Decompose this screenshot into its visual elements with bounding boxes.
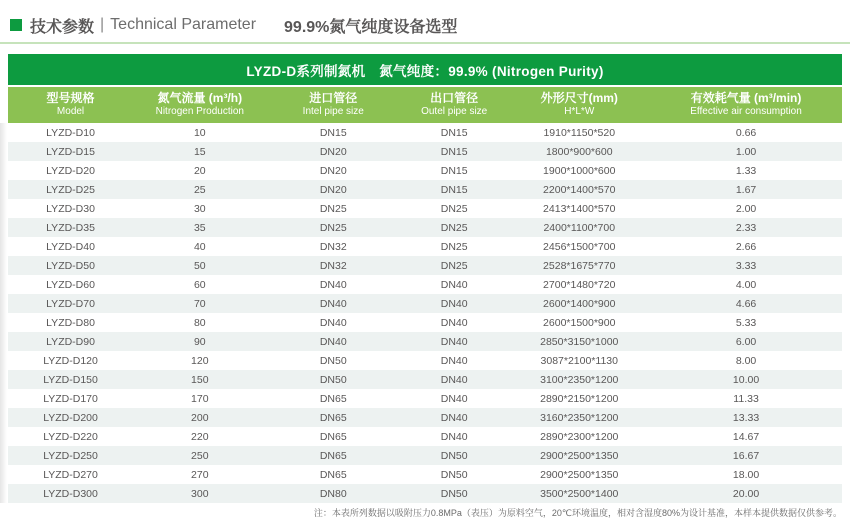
column-header-en: H*L*W [564, 106, 595, 118]
table-cell: LYZD-D60 [46, 278, 95, 291]
table-cell: 40 [193, 240, 206, 253]
column-header-zh: 有效耗气量 (m³/min) [690, 91, 802, 106]
table-cell: LYZD-D25 [46, 183, 95, 196]
table-cell: 2890*2300*1200 [540, 430, 619, 443]
table-cell: DN40 [440, 373, 468, 386]
table-row [8, 199, 842, 218]
table-cell: LYZD-D150 [43, 373, 98, 386]
table-body [8, 123, 842, 503]
table-cell: DN40 [319, 335, 347, 348]
section-bullet-icon [10, 19, 22, 31]
table-cell: 1800*900*600 [545, 145, 613, 158]
table-cell: DN20 [319, 183, 347, 196]
table-cell: DN50 [319, 373, 347, 386]
table-cell: 170 [191, 392, 209, 405]
table-cell: DN50 [319, 354, 347, 367]
table-cell: DN20 [319, 145, 347, 158]
table-cell: 60 [193, 278, 206, 291]
table-cell: 16.67 [732, 449, 760, 462]
table-cell: DN65 [319, 468, 347, 481]
table-cell: LYZD-D120 [43, 354, 98, 367]
table-row [8, 408, 842, 427]
table-row [8, 427, 842, 446]
table-cell: DN15 [440, 183, 468, 196]
table-cell: 3.33 [735, 259, 757, 272]
series-banner [8, 54, 842, 85]
column-header-en: Effective air consumption [690, 106, 802, 118]
section-title-highlight: 99.9%氮气纯度设备选型 [284, 18, 458, 36]
table-cell: LYZD-D35 [46, 221, 95, 234]
table-cell: 2600*1400*900 [543, 297, 616, 310]
column-header-zh: 进口管径 [309, 91, 358, 106]
table-cell: 18.00 [732, 468, 760, 481]
table-cell: DN15 [440, 126, 468, 139]
table-cell: 2.66 [735, 240, 757, 253]
table-cell: 3160*2350*1200 [540, 411, 619, 424]
table-cell: DN80 [319, 487, 347, 500]
table-row [8, 237, 842, 256]
table-cell: 14.67 [732, 430, 760, 443]
column-header-en: Nitrogen Production [155, 106, 244, 118]
table-cell: LYZD-D40 [46, 240, 95, 253]
section-title [0, 0, 850, 36]
table-cell: 20 [193, 164, 206, 177]
column-header-en: Intel pipe size [302, 106, 364, 118]
table-cell: 50 [193, 259, 206, 272]
table-row [8, 446, 842, 465]
table-cell: 90 [193, 335, 206, 348]
table-cell: DN50 [440, 487, 468, 500]
table-row [8, 484, 842, 503]
table-cell: 300 [191, 487, 209, 500]
table-cell: LYZD-D50 [46, 259, 95, 272]
table-cell: 250 [191, 449, 209, 462]
table-cell: DN40 [440, 354, 468, 367]
table-row [8, 123, 842, 142]
table-cell: 120 [191, 354, 209, 367]
table-cell: 3087*2100*1130 [540, 354, 618, 367]
table-cell: DN65 [319, 411, 347, 424]
table-cell: 2413*1400*570 [543, 202, 616, 215]
table-cell: 2200*1400*570 [543, 183, 616, 196]
column-header-zh: 氮气流量 (m³/h) [157, 91, 243, 106]
table-cell: 13.33 [732, 411, 760, 424]
table-cell: 8.00 [735, 354, 757, 367]
table-cell: 5.33 [735, 316, 757, 329]
table-cell: DN25 [319, 221, 347, 234]
table-cell: 270 [191, 468, 209, 481]
table-cell: DN40 [319, 297, 347, 310]
table-cell: LYZD-D15 [46, 145, 95, 158]
table-cell: DN25 [319, 202, 347, 215]
table-cell: DN65 [319, 430, 347, 443]
table-cell: 80 [193, 316, 206, 329]
table-cell: 150 [191, 373, 209, 386]
table-cell: LYZD-D170 [43, 392, 98, 405]
table-row [8, 313, 842, 332]
table-row [8, 389, 842, 408]
column-header-dimensions [508, 87, 650, 123]
table-cell: LYZD-D10 [46, 126, 95, 139]
table-cell: LYZD-D200 [43, 411, 98, 424]
table-cell: 25 [193, 183, 206, 196]
footnote: 注：本表所列数据以吸附压力0.8MPa（表压）为原料空气，20℃环境温度，相对含湿度80%为设计基准，本样本提供数据仅供参考。 [313, 508, 842, 518]
table-row [8, 142, 842, 161]
table-cell: 70 [193, 297, 206, 310]
table-cell: DN40 [440, 316, 468, 329]
table-cell: LYZD-D300 [43, 487, 98, 500]
table-cell: DN50 [440, 468, 468, 481]
table-cell: 30 [193, 202, 206, 215]
table-cell: 2600*1500*900 [543, 316, 616, 329]
table-row [8, 351, 842, 370]
table-cell: 0.66 [735, 126, 757, 139]
table-cell: DN15 [319, 126, 347, 139]
section-title-separator: | [100, 16, 105, 33]
table-cell: 1910*1150*520 [543, 126, 616, 139]
column-header-en: Model [56, 106, 85, 118]
table-cell: DN15 [440, 164, 468, 177]
table-cell: 2.00 [735, 202, 757, 215]
column-header-inlet-pipe-size [267, 87, 400, 123]
table-row [8, 218, 842, 237]
table-cell: LYZD-D220 [43, 430, 98, 443]
table-cell: 1.67 [735, 183, 757, 196]
table-cell: LYZD-D70 [46, 297, 95, 310]
column-header-zh: 外形尺寸(mm) [540, 91, 618, 106]
table-cell: DN40 [319, 316, 347, 329]
section-title-en: Technical Parameter [110, 16, 257, 33]
column-header-model [8, 87, 133, 123]
table-cell: 1900*1000*600 [543, 164, 616, 177]
table-cell: DN25 [440, 259, 468, 272]
table-cell: DN40 [440, 335, 468, 348]
title-divider [0, 42, 850, 44]
column-header-air-consumption [650, 87, 842, 123]
column-header-nitrogen-production [133, 87, 266, 123]
table-cell: 6.00 [735, 335, 757, 348]
table-cell: LYZD-D90 [46, 335, 95, 348]
table-cell: LYZD-D20 [46, 164, 95, 177]
table-cell: 2700*1480*720 [543, 278, 616, 291]
table-cell: 2456*1500*700 [543, 240, 616, 253]
table-cell: DN32 [319, 240, 347, 253]
table-row [8, 332, 842, 351]
table-cell: DN25 [440, 221, 468, 234]
table-row [8, 161, 842, 180]
table-cell: DN50 [440, 449, 468, 462]
table-cell: DN40 [319, 278, 347, 291]
table-cell: DN40 [440, 411, 468, 424]
table-row [8, 275, 842, 294]
table-cell: DN15 [440, 145, 468, 158]
table-cell: 2400*1100*700 [543, 221, 616, 234]
table-cell: DN65 [319, 449, 347, 462]
table-cell: 10 [193, 126, 206, 139]
table-cell: DN40 [440, 392, 468, 405]
table-cell: 11.33 [733, 392, 759, 405]
table-cell: 1.00 [735, 145, 757, 158]
table-cell: DN32 [319, 259, 347, 272]
table-cell: 4.66 [735, 297, 757, 310]
table-cell: 10.00 [732, 373, 760, 386]
table-cell: 2528*1675*770 [543, 259, 616, 272]
table-cell: 3500*2500*1400 [540, 487, 619, 500]
table-cell: 220 [191, 430, 209, 443]
table-cell: DN20 [319, 164, 347, 177]
section-title-zh: 技术参数 [30, 18, 95, 36]
table-cell: LYZD-D250 [43, 449, 98, 462]
table-header-row [8, 87, 842, 123]
table-row [8, 370, 842, 389]
table-cell: DN25 [440, 240, 468, 253]
table-cell: 2900*2500*1350 [540, 449, 619, 462]
table-cell: 20.00 [732, 487, 760, 500]
table-cell: LYZD-D80 [46, 316, 95, 329]
table-cell: 2.33 [735, 221, 757, 234]
table-cell: LYZD-D270 [43, 468, 98, 481]
table-cell: 2850*3150*1000 [540, 335, 619, 348]
table-cell: 3100*2350*1200 [540, 373, 619, 386]
table-row [8, 256, 842, 275]
table-cell: DN40 [440, 278, 468, 291]
table-cell: 35 [193, 221, 206, 234]
table-cell: 4.00 [735, 278, 757, 291]
table-cell: DN40 [440, 297, 468, 310]
table-cell: LYZD-D30 [46, 202, 95, 215]
table-cell: 2890*2150*1200 [540, 392, 619, 405]
table-cell: DN25 [440, 202, 468, 215]
table-cell: 200 [191, 411, 209, 424]
table-cell: 15 [193, 145, 206, 158]
table-cell: DN65 [319, 392, 347, 405]
table-row [8, 294, 842, 313]
column-header-en: Outel pipe size [421, 106, 488, 118]
table-row [8, 180, 842, 199]
column-header-zh: 型号规格 [46, 91, 95, 106]
table-row [8, 465, 842, 484]
table-cell: 1.33 [735, 164, 757, 177]
column-header-outlet-pipe-size [400, 87, 508, 123]
column-header-zh: 出口管径 [430, 91, 479, 106]
series-banner-text: LYZD-D系列制氮机 氮气纯度：99.9% (Nitrogen Purity) [246, 63, 604, 79]
table-cell: 2900*2500*1350 [540, 468, 619, 481]
table-cell: DN40 [440, 430, 468, 443]
